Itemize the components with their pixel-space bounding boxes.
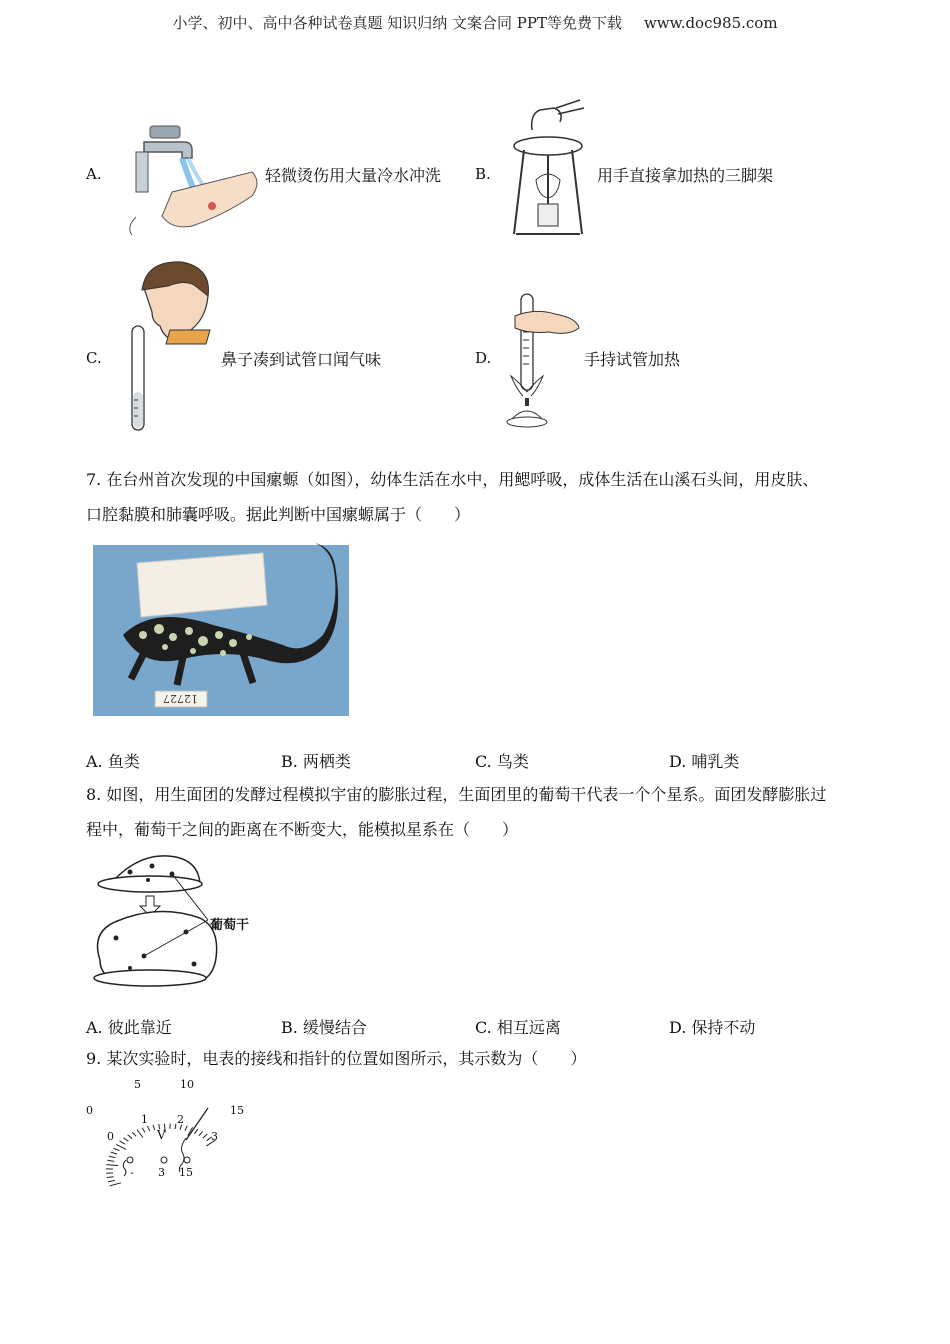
meter-tick (203, 1134, 207, 1138)
meter-tick (137, 1130, 143, 1138)
meter-inner-label-3: 3 (211, 1130, 218, 1143)
faucet-burn-illustration (122, 122, 262, 240)
meter-inner-label-2: 2 (177, 1113, 184, 1126)
meter-inner-label-0: 0 (107, 1130, 114, 1143)
meter-tick (107, 1160, 114, 1161)
q7-option-d[interactable]: D. 哺乳类 (669, 752, 740, 771)
meter-tick (142, 1128, 145, 1133)
meter-inner-label-1: 1 (141, 1113, 148, 1126)
q8-option-b[interactable]: B. 缓慢结合 (281, 1018, 367, 1037)
q9-stem-line1: 9. 某次实验时，电表的接线和指针的位置如图所示，其示数为（ ） (86, 1049, 587, 1068)
header-site-link[interactable]: www.doc985.com (643, 14, 778, 32)
page-header (0, 12, 950, 33)
q7-stem (86, 462, 866, 532)
meter-tick (113, 1148, 119, 1150)
meter-tick (148, 1126, 150, 1131)
terminal-15-label: 15 (179, 1166, 193, 1179)
meter-tick (110, 1183, 121, 1186)
tripod-heating-illustration (508, 100, 588, 240)
q8-option-c[interactable]: C. 相互远离 (475, 1018, 561, 1037)
photo-tag-number: 12727 (163, 692, 198, 705)
salamander-photo (93, 545, 349, 716)
meter-tick (199, 1131, 203, 1135)
meter-tick (185, 1126, 187, 1131)
meter-tick (175, 1124, 176, 1129)
q6-option-b-text: 用手直接拿加热的三脚架 (597, 166, 774, 185)
meter-tick (132, 1132, 136, 1136)
meter-tick (111, 1152, 117, 1154)
smelling-test-tube-illustration (126, 260, 216, 432)
q7-option-c[interactable]: C. 鸟类 (475, 752, 529, 771)
meter-tick (194, 1129, 197, 1134)
meter-tick (128, 1135, 133, 1139)
q8-option-d[interactable]: D. 保持不动 (669, 1018, 756, 1037)
raisin-label: 葡萄干 (210, 918, 250, 933)
q7-stem-line2: 口腔黏膜和肺囊呼吸。据此判断中国瘰螈属于（ ） (86, 505, 471, 524)
meter-tick (123, 1138, 128, 1142)
meter-tick (106, 1165, 118, 1166)
q8-stem-line2: 程中，葡萄干之间的距离在不断变大，能模拟星系在（ ） (86, 820, 519, 839)
q7-stem-line1: 7. 在台州首次发现的中国瘰螈（如图），幼体生活在水中，用鳃呼吸，成体生活在山溪石头间，用皮肤、 (86, 470, 819, 489)
meter-tick (116, 1144, 126, 1149)
q6-option-a-letter[interactable]: A. (86, 165, 102, 183)
q8-option-a[interactable]: A. 彼此靠近 (86, 1018, 172, 1037)
header-text: 小学、初中、高中各种试卷真题 知识归纳 文案合同 PPT等免费下载 (172, 14, 622, 32)
q6-option-a-text: 轻微烫伤用大量冷水冲洗 (265, 166, 442, 185)
meter-outer-label-10: 10 (180, 1078, 194, 1091)
meter-outer-label-0: 0 (86, 1104, 93, 1117)
q6-option-c-text: 鼻子凑到试管口闻气味 (221, 350, 382, 369)
q6-option-d-letter[interactable]: D. (475, 349, 492, 367)
terminal-3-label: 3 (158, 1166, 165, 1179)
q6-option-b-letter[interactable]: B. (475, 165, 491, 183)
q7-option-b[interactable]: B. 两栖类 (281, 752, 351, 771)
terminal-negative-label: - (130, 1166, 134, 1179)
meter-tick (109, 1156, 116, 1158)
q6-option-c-letter[interactable]: C. (86, 349, 102, 367)
q6-option-d-text: 手持试管加热 (584, 350, 681, 369)
meter-tick (108, 1180, 115, 1181)
meter-unit-label: V (157, 1128, 166, 1142)
q8-stem (86, 777, 866, 847)
q7-option-a[interactable]: A. 鱼类 (86, 752, 140, 771)
meter-tick (107, 1177, 114, 1178)
meter-outer-label-5: 5 (134, 1078, 141, 1091)
meter-tick (153, 1125, 155, 1130)
meter-outer-label-15: 15 (230, 1104, 244, 1117)
meter-tick (120, 1141, 126, 1144)
q9-stem (86, 1041, 866, 1076)
q8-stem-line1: 8. 如图，用生面团的发酵过程模拟宇宙的膨胀过程，生面团里的葡萄干代表一个个星系。面团发酵膨胀过 (86, 785, 827, 804)
hand-held-test-tube-heating-illustration (505, 292, 581, 428)
